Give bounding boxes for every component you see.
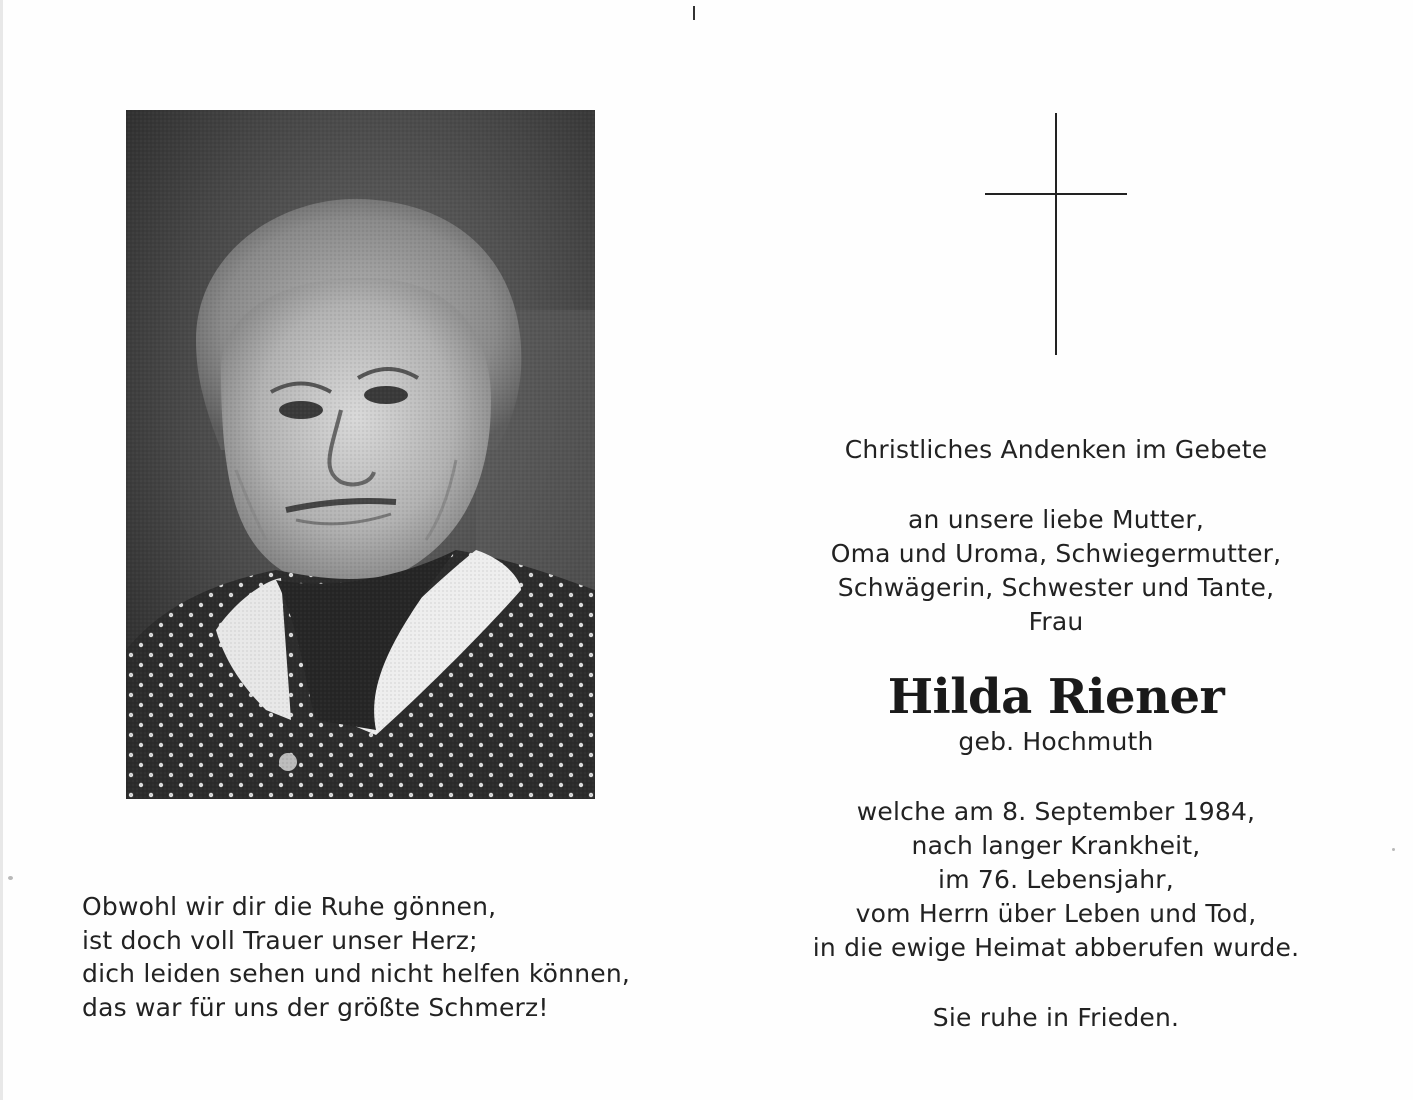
cross-icon-bar xyxy=(985,193,1127,195)
deceased-name: Hilda Riener xyxy=(887,669,1225,725)
death-line: im 76. Lebensjahr, xyxy=(938,865,1174,894)
maiden-name: geb. Hochmuth xyxy=(958,727,1154,756)
poem-line: dich leiden sehen und nicht helfen können, xyxy=(82,959,631,988)
poem-line: Obwohl wir dir die Ruhe gönnen, xyxy=(82,892,497,921)
relation-line: Oma und Uroma, Schwiegermutter, xyxy=(830,539,1282,568)
death-line: vom Herrn über Leben und Tod, xyxy=(855,899,1257,928)
paper-speck xyxy=(1392,848,1395,851)
fold-mark xyxy=(693,6,695,20)
paper-speck xyxy=(8,876,13,880)
death-line: in die ewige Heimat abberufen wurde. xyxy=(812,933,1300,962)
card-edge xyxy=(0,0,3,1100)
relation-line: Frau xyxy=(1028,607,1084,636)
poem-line: ist doch voll Trauer unser Herz; xyxy=(82,925,478,955)
portrait-photo xyxy=(126,110,595,799)
relation-line: Schwägerin, Schwester und Tante, xyxy=(837,573,1275,602)
relation-line: an unsere liebe Mutter, xyxy=(908,505,1204,534)
cross-icon xyxy=(1055,113,1057,355)
death-line: welche am 8. September 1984, xyxy=(856,797,1256,826)
remembrance-heading: Christliches Andenken im Gebete xyxy=(844,435,1268,464)
poem xyxy=(82,890,682,1024)
portrait-illustration xyxy=(126,110,595,799)
death-line: nach langer Krankheit, xyxy=(911,831,1201,860)
closing-line: Sie ruhe in Frieden. xyxy=(932,1003,1180,1032)
poem-line: das war für uns der größte Schmerz! xyxy=(82,992,549,1022)
